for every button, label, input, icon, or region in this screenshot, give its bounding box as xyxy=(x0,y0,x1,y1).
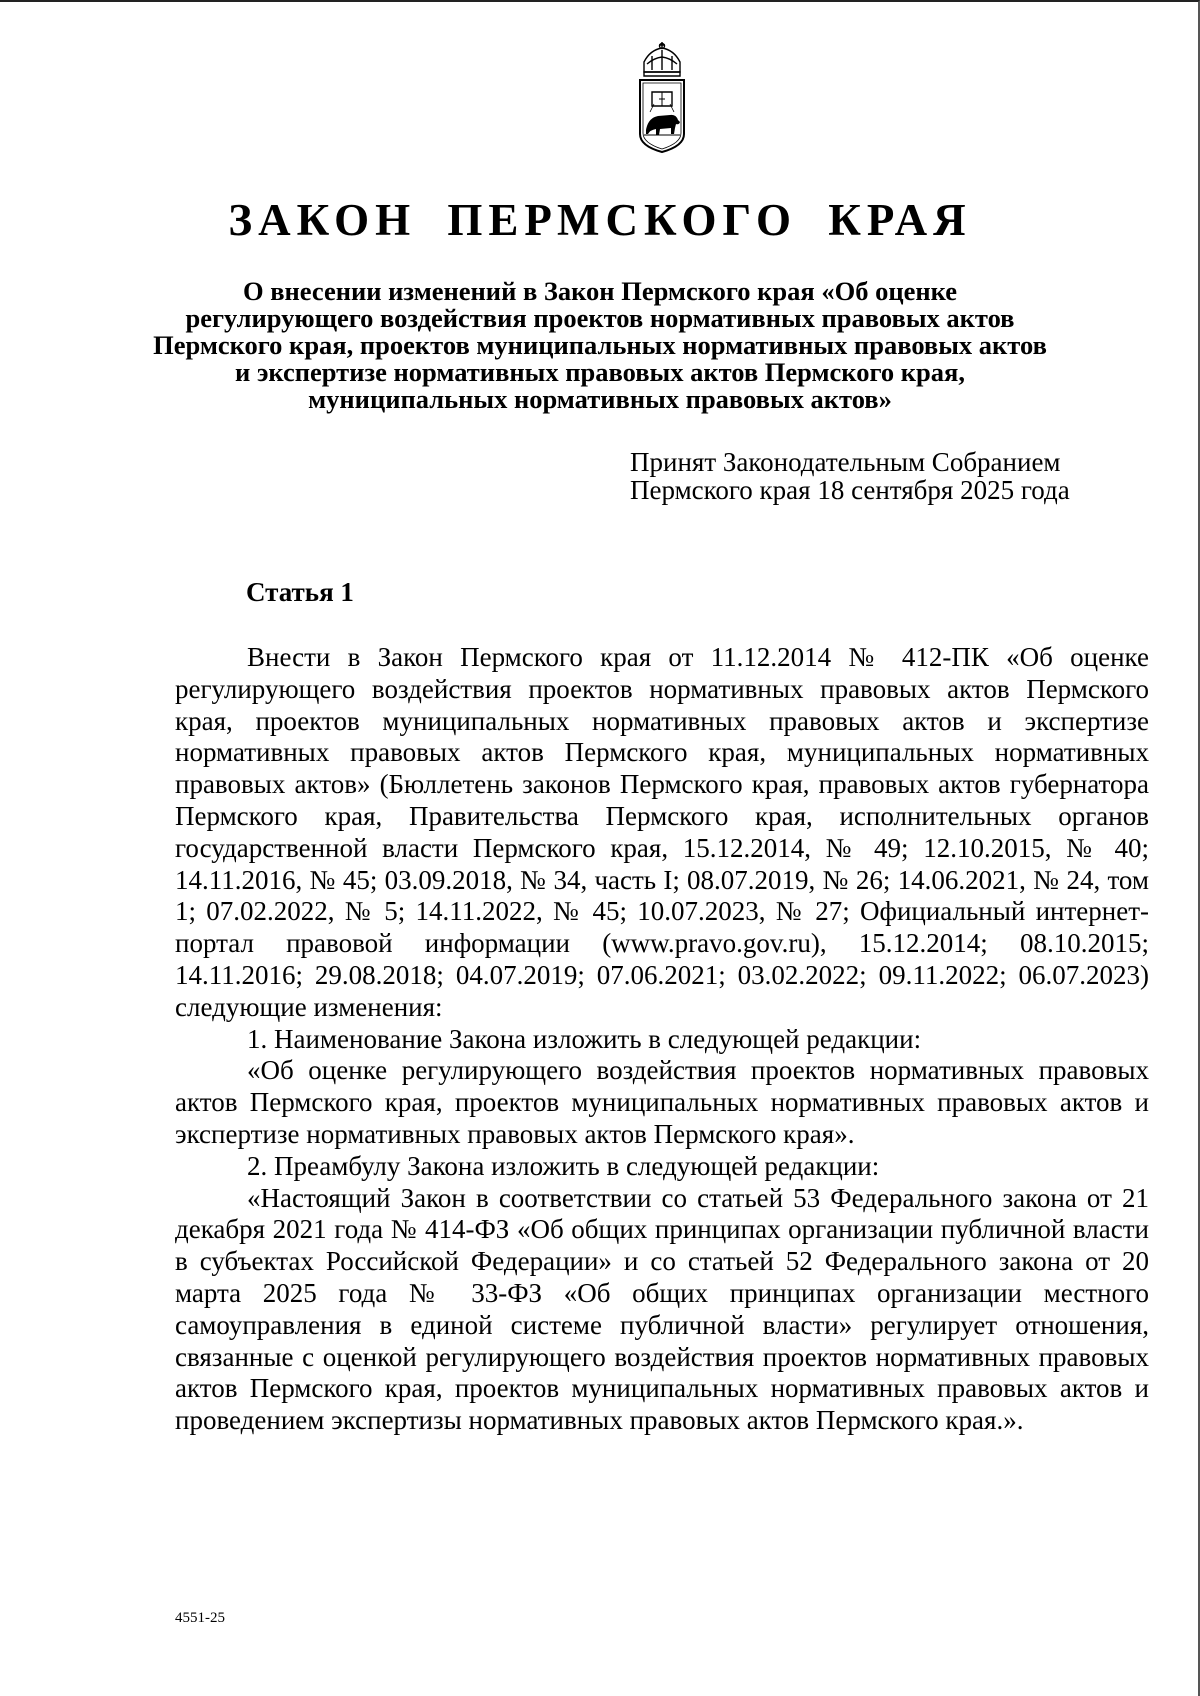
subtitle-line: регулирующего воздействия проектов нормативных правовых актов xyxy=(185,303,1015,333)
document-code: 4551-25 xyxy=(175,1610,225,1626)
paragraph: 1. Наименование Закона изложить в следующей редакции: xyxy=(247,1023,922,1054)
paragraph: «Настоящий Закон в соответствии со статьей 53 Федерального закона от 21 декабря 2021 года № 414-ФЗ «Об общих принципах организации публичной власти в субъектах Российской Федерации» и со статьей 52 Федерального закона от 20 марта 2025 года № 33-ФЗ «Об общих принципах организации местного самоуправления в единой системе публичной власти» регулирует отношения, связанные с оценкой регулирующего воздействия проектов нормативных правовых актов Пермского края, проектов муниципальных нормативных правовых актов и проведением экспертизы нормативных правовых актов Пермского края.». xyxy=(175,1182,1149,1436)
paragraph: 2. Преамбулу Закона изложить в следующей редакции: xyxy=(247,1150,880,1181)
subtitle-line: и экспертизе нормативных правовых актов Пермского края, xyxy=(235,357,965,387)
document-subtitle xyxy=(150,278,1050,413)
article-heading: Статья 1 xyxy=(246,577,354,607)
perm-krai-coat-of-arms-icon xyxy=(630,42,694,154)
adoption-note xyxy=(630,448,1070,504)
subtitle-line: Пермского края, проектов муниципальных нормативных правовых актов xyxy=(153,330,1047,360)
paragraph: «Об оценке регулирующего воздействия проектов нормативных правовых актов Пермского края, проектов муниципальных нормативных правовых актов и экспертизе нормативных правовых актов Пермского края». xyxy=(175,1055,1149,1149)
subtitle-line: О внесении изменений в Закон Пермского края «Об оценке xyxy=(242,276,958,306)
subtitle-line: муниципальных нормативных правовых актов» xyxy=(308,384,892,414)
paragraph: Внести в Закон Пермского края от 11.12.2014 № 412-ПК «Об оценке регулирующего воздействия проектов нормативных правовых актов Пермского края, проектов муниципальных нормативных правовых актов и экспертизе нормативных правовых актов Пермского края, муниципальных нормативных правовых актов» (Бюллетень законов Пермского края, правовых актов губернатора Пермского края, Правительства Пермского края, исполнительных органов государственной власти Пермского края, 15.12.2014, № 49; 12.10.2015, № 40; 14.11.2016, № 45; 03.09.2018, № 34, часть I; 08.07.2019, № 26; 14.06.2021, № 24, том 1; 07.02.2022, № 5; 14.11.2022, № 45; 10.07.2023, № 27; Официальный интернет-портал правовой информации (www.pravo.gov.ru), 15.12.2014; 08.10.2015; 14.11.2016; 29.08.2018; 04.07.2019; 07.06.2021; 03.02.2022; 09.11.2022; 06.07.2023) следующие изменения: xyxy=(175,642,1149,1022)
adoption-line: Принят Законодательным Собранием xyxy=(630,447,1061,477)
adoption-line: Пермского края 18 сентября 2025 года xyxy=(630,475,1070,505)
document-title: ЗАКОН ПЕРМСКОГО КРАЯ xyxy=(228,195,972,245)
article-body xyxy=(175,642,1149,1437)
